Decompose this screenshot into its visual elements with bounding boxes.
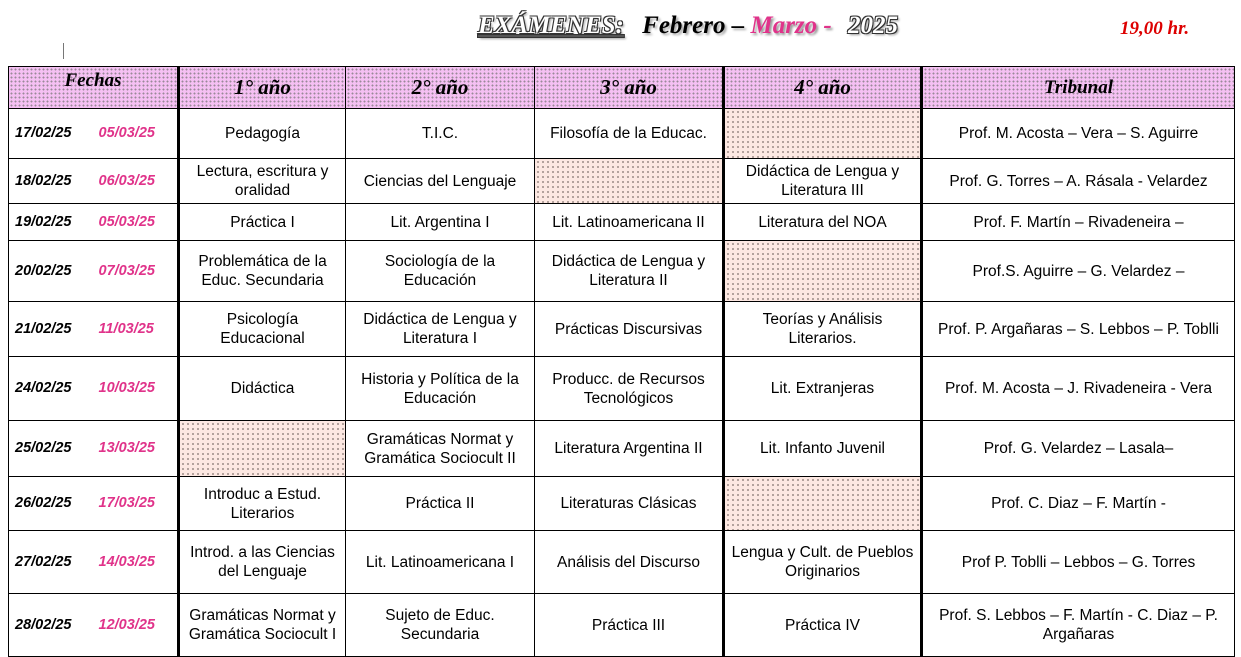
tribunal-members: Prof. M. Acosta – J. Rivadeneira - Vera — [922, 357, 1235, 421]
subject-year-2: Sociología de la Educación — [346, 241, 535, 302]
subject-year-1: Introduc a Estud. Literarios — [179, 477, 346, 531]
subject-year-3: Análisis del Discurso — [535, 531, 724, 594]
table-row — [9, 477, 1235, 531]
date-march: 12/03/25 — [87, 594, 179, 657]
date-february: 25/02/25 — [9, 421, 87, 477]
date-february: 28/02/25 — [9, 594, 87, 657]
title-year: 2025 — [847, 12, 898, 39]
tribunal-members: Prof. S. Lebbos – F. Martín - C. Diaz – P. Argañaras — [922, 594, 1235, 657]
date-march: 17/03/25 — [87, 477, 179, 531]
date-february: 24/02/25 — [9, 357, 87, 421]
tribunal-members: Prof. G. Torres – A. Rásala - Velardez — [922, 159, 1235, 204]
subject-year-2: Historia y Política de la Educación — [346, 357, 535, 421]
subject-year-1: Didáctica — [179, 357, 346, 421]
header-fechas: Fechas — [9, 67, 179, 109]
header-year-2: 2° año — [346, 67, 535, 109]
table-row — [9, 302, 1235, 357]
subject-year-2: T.I.C. — [346, 109, 535, 159]
subject-year-2: Lit. Argentina I — [346, 204, 535, 241]
subject-year-3: Práctica III — [535, 594, 724, 657]
subject-year-1: Pedagogía — [179, 109, 346, 159]
subject-year-1: Psicología Educacional — [179, 302, 346, 357]
page-title — [478, 12, 898, 40]
table-row — [9, 357, 1235, 421]
date-february: 18/02/25 — [9, 159, 87, 204]
table-row — [9, 109, 1235, 159]
subject-year-4: Lit. Infanto Juvenil — [724, 421, 922, 477]
text-cursor — [63, 43, 64, 59]
subject-year-3: Prácticas Discursivas — [535, 302, 724, 357]
date-march: 13/03/25 — [87, 421, 179, 477]
subject-year-1: Práctica I — [179, 204, 346, 241]
subject-year-2: Práctica II — [346, 477, 535, 531]
subject-year-4: Lit. Extranjeras — [724, 357, 922, 421]
subject-year-4: Literatura del NOA — [724, 204, 922, 241]
empty-slot — [724, 241, 922, 302]
title-examenes: EXÁMENES: — [478, 12, 624, 39]
date-march: 05/03/25 — [87, 109, 179, 159]
date-february: 26/02/25 — [9, 477, 87, 531]
tribunal-members: Prof. F. Martín – Rivadeneira – — [922, 204, 1235, 241]
subject-year-4: Teorías y Análisis Literarios. — [724, 302, 922, 357]
table-row — [9, 421, 1235, 477]
subject-year-4: Práctica IV — [724, 594, 922, 657]
header-year-3: 3° año — [535, 67, 724, 109]
empty-slot — [724, 477, 922, 531]
subject-year-2: Ciencias del Lenguaje — [346, 159, 535, 204]
date-march: 07/03/25 — [87, 241, 179, 302]
exam-hour: 19,00 hr. — [1120, 18, 1190, 39]
date-march: 11/03/25 — [87, 302, 179, 357]
empty-slot — [535, 159, 724, 204]
title-month-march: Marzo - — [750, 12, 832, 39]
date-march: 10/03/25 — [87, 357, 179, 421]
tribunal-members: Prof. P. Argañaras – S. Lebbos – P. Toblli — [922, 302, 1235, 357]
subject-year-3: Literaturas Clásicas — [535, 477, 724, 531]
date-march: 05/03/25 — [87, 204, 179, 241]
header-tribunal: Tribunal — [922, 67, 1235, 109]
date-february: 19/02/25 — [9, 204, 87, 241]
table-row — [9, 531, 1235, 594]
date-february: 27/02/25 — [9, 531, 87, 594]
subject-year-1: Introd. a las Ciencias del Lenguaje — [179, 531, 346, 594]
table-row — [9, 241, 1235, 302]
header-row — [9, 67, 1235, 109]
table-row — [9, 594, 1235, 657]
subject-year-3: Didáctica de Lengua y Literatura II — [535, 241, 724, 302]
date-february: 20/02/25 — [9, 241, 87, 302]
subject-year-2: Gramáticas Normat y Gramática Sociocult II — [346, 421, 535, 477]
subject-year-3: Producc. de Recursos Tecnológicos — [535, 357, 724, 421]
exam-schedule-table — [8, 66, 1235, 657]
date-february: 21/02/25 — [9, 302, 87, 357]
subject-year-3: Literatura Argentina II — [535, 421, 724, 477]
date-february: 17/02/25 — [9, 109, 87, 159]
tribunal-members: Prof.S. Aguirre – G. Velardez – — [922, 241, 1235, 302]
table-row — [9, 204, 1235, 241]
header-year-1: 1° año — [179, 67, 346, 109]
tribunal-members: Prof. G. Velardez – Lasala– — [922, 421, 1235, 477]
tribunal-members: Prof. C. Diaz – F. Martín - — [922, 477, 1235, 531]
subject-year-3: Lit. Latinoamericana II — [535, 204, 724, 241]
subject-year-2: Sujeto de Educ. Secundaria — [346, 594, 535, 657]
subject-year-2: Didáctica de Lengua y Literatura I — [346, 302, 535, 357]
subject-year-1: Gramáticas Normat y Gramática Sociocult I — [179, 594, 346, 657]
subject-year-4: Didáctica de Lengua y Literatura III — [724, 159, 922, 204]
subject-year-1: Problemática de la Educ. Secundaria — [179, 241, 346, 302]
date-march: 06/03/25 — [87, 159, 179, 204]
subject-year-3: Filosofía de la Educac. — [535, 109, 724, 159]
table-row — [9, 159, 1235, 204]
title-month-february: Febrero – — [642, 12, 745, 39]
empty-slot — [724, 109, 922, 159]
empty-slot — [179, 421, 346, 477]
date-march: 14/03/25 — [87, 531, 179, 594]
tribunal-members: Prof P. Toblli – Lebbos – G. Torres — [922, 531, 1235, 594]
header-year-4: 4° año — [724, 67, 922, 109]
tribunal-members: Prof. M. Acosta – Vera – S. Aguirre — [922, 109, 1235, 159]
subject-year-4: Lengua y Cult. de Pueblos Originarios — [724, 531, 922, 594]
subject-year-2: Lit. Latinoamericana I — [346, 531, 535, 594]
subject-year-1: Lectura, escritura y oralidad — [179, 159, 346, 204]
